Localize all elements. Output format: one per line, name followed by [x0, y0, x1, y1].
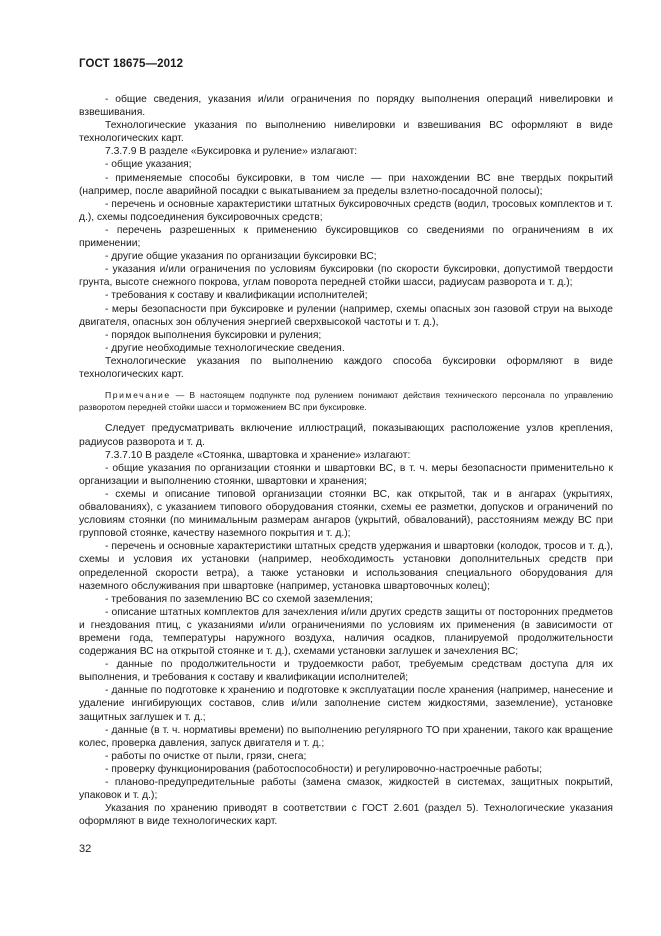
paragraph: - требования по заземлению ВС со схемой заземления;	[105, 593, 373, 605]
paragraph: - данные по продолжительности и трудоемкости работ, требуемым средствам доступа для их выполнения, и требования к составу и квалификации исполнителей;	[79, 659, 613, 684]
note-block	[79, 389, 613, 413]
note-text: — В настоящем подпункте под рулением понимают действия технического персонала по управлению разворотом передней стойки шасси и торможением ВС при буксировке.	[79, 390, 613, 413]
page-body	[79, 93, 613, 828]
paragraph: Указания по хранению приводят в соответствии с ГОСТ 2.601 (раздел 5). Технологические указания оформляют в виде технологических карт.	[79, 803, 613, 828]
paragraph: - указания и/или ограничения по условиям буксировки (по скорости буксировки, допустимой твердости грунта, высоте снежного покрова, углам поворота передней стойки шасси, радиусам разворота и т. д.);	[79, 264, 613, 289]
paragraph: - применяемые способы буксировки, в том числе — при нахождении ВС вне твердых покрытий (например, после аварийной посадки с выкатыванием за пределы взлетно-посадочной полосы);	[79, 172, 613, 197]
note-label: Примечание	[105, 390, 171, 401]
paragraph: - требования к составу и квалификации исполнителей;	[105, 290, 368, 302]
paragraph: - планово-предупредительные работы (замена смазок, жидкостей в системах, защитных покрытий, упаковок и т. д.);	[79, 777, 613, 802]
paragraph: - проверку функционирования (работоспособности) и регулировочно-настроечные работы;	[105, 763, 542, 775]
paragraph: - другие общие указания по организации буксировки ВС;	[105, 251, 377, 263]
paragraph: - общие сведения, указания и/или ограничения по порядку выполнения операций нивелировки и взвешивания.	[79, 94, 613, 119]
paragraph: 7.3.7.9 В разделе «Буксировка и руление» излагают:	[105, 146, 358, 158]
paragraph: - перечень и основные характеристики штатных буксировочных средств (водил, тросовых комплектов и т. д.), схемы подсоединения буксировочных средств;	[79, 198, 613, 223]
paragraph: - работы по очистке от пыли, грязи, снега;	[105, 750, 307, 762]
paragraph: - другие необходимые технологические сведения.	[105, 342, 345, 354]
paragraph: - данные по подготовке к хранению и подготовке к эксплуатации после хранения (например, нанесение и удаление ингибирующих составов, слив и/или заполнение систем жидкостями, заземление), установке защитных заглушек и т. д.;	[79, 685, 613, 723]
paragraph: - перечень разрешенных к применению буксировщиков со сведениями по ограничениям в их применении;	[79, 224, 613, 250]
page-number: 32	[79, 843, 92, 855]
paragraph: - меры безопасности при буксировке и рулении (например, схемы опасных зон газовой струи на выходе двигателя, опасных зон облучения энергией сверхвысокой частоты и т. д.),	[79, 303, 613, 328]
paragraph: Следует предусматривать включение иллюстраций, показывающих расположение узлов крепления, радиусов разворота и т. д.	[79, 423, 613, 448]
paragraph: Технологические указания по выполнению каждого способа буксировки оформляют в виде технологических карт.	[79, 355, 613, 380]
paragraph: - перечень и основные характеристики штатных средств удержания и швартовки (колодок, тросов и т. д.), схемы и условия их установки (например, необходимость установки дополнительных средств при определенной скорости ветра), а также установки и использования специального оборудования для наземного обслуживания при швартовке (например, установка швартовочных колец);	[79, 541, 613, 592]
paragraph: - данные (в т. ч. нормативы времени) по выполнению регулярного ТО при хранении, такого как вращение колес, проверка давления, запуск двигателя и т. д.;	[79, 724, 613, 749]
paragraph: - общие указания;	[105, 159, 192, 171]
paragraph: 7.3.7.10 В разделе «Стоянка, швартовка и хранение» излагают:	[105, 449, 411, 461]
document-header: ГОСТ 18675—2012	[79, 58, 184, 70]
paragraph: - порядок выполнения буксировки и руления;	[105, 329, 322, 341]
paragraph: Технологические указания по выполнению нивелировки и взвешивания ВС оформляют в виде технологических карт.	[79, 120, 613, 145]
paragraph: - схемы и описание типовой организации стоянки ВС, как открытой, так и в ангарах (укрытиях, обвалованиях), с указанием типового оборудования стоянки, схемы ее разметки, допусков и ограничений по условиям стоянки (по минимальным размерам ангаров (укрытий, обвалований), расстояниям между ВС при групповой стоянке, качеству наземного покрытия и т. д.);	[79, 488, 613, 540]
paragraph: - описание штатных комплектов для зачехления и/или других средств защиты от посторонних предметов и гнездования птиц, с указаниями и/или ограничениями по условиям их применения (в зависимости от времени года, температуры наружного воздуха, наличия осадков, планируемой продолжительности содержания ВС на открытой стоянке и т. д.), схемами установки заглушек и зачехления ВС;	[79, 606, 613, 658]
paragraph: - общие указания по организации стоянки и швартовки ВС, в т. ч. меры безопасности применительно к организации и выполнению стоянки, швартовки и хранения;	[79, 462, 613, 487]
